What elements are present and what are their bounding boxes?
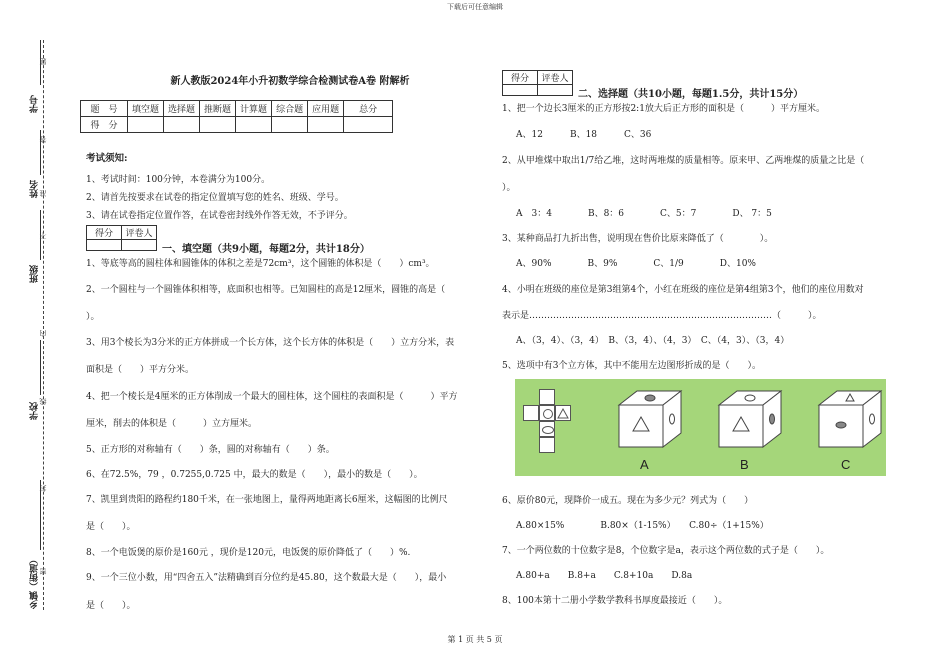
question-line: 8、100本第十二册小学数学教科书厚度最接近（ ）。 xyxy=(502,596,728,606)
option-line: A、12 B、18 C、36 xyxy=(516,130,652,140)
question-line: 5、正方形的对称轴有（ ）条，圆的对称轴有（ ）条。 xyxy=(86,445,335,455)
cut-mark: 题 xyxy=(39,58,47,65)
score-cell xyxy=(308,117,344,133)
section2-heading: 二、选择题（共10小题，每题1.5分，共计15分） xyxy=(578,89,804,100)
question-line: 9、一个三位小数，用“四舍五入”法精确到百分位约是45.80，这个数最大是（ ），最小 xyxy=(86,573,447,583)
question-line: 4、把一个棱长是4厘米的正方体削成一个最大的圆柱体，这个圆柱的表面积是（ ）平方 xyxy=(86,392,458,402)
grader-score-cell[interactable] xyxy=(503,85,538,96)
option-line: A、（3，4）、（3，4） B、（3，4）、（4，3） C、（4，3）、（3，4） xyxy=(516,336,790,346)
net-face xyxy=(523,405,539,421)
page-footer: 第 1 页 共 5 页 xyxy=(447,635,503,644)
notice-item: 1、考试时间：100分钟，本卷满分为100分。 xyxy=(86,175,271,185)
binding-label-student-id: 学号 xyxy=(30,95,40,113)
score-header: 应用题 xyxy=(308,101,344,117)
figure-label-a: A xyxy=(640,457,649,472)
score-cell xyxy=(200,117,236,133)
question-line: 6、在72.5%，79 ，0.7255,0.725 中，最大的数是（ ），最小的数是（ ）。 xyxy=(86,470,423,480)
figure-label-c: C xyxy=(841,457,851,472)
option-line: A 3：4 B、8：6 C、5：7 D、 7：5 xyxy=(516,209,772,219)
cut-mark: 不 xyxy=(39,232,47,239)
binding-label-name: 姓名 xyxy=(30,180,40,198)
score-cell xyxy=(272,117,308,133)
net-face-circle xyxy=(539,405,555,421)
score-table xyxy=(80,100,393,133)
binding-label-township: 乡镇（街道） xyxy=(30,555,40,609)
question-line: ）。 xyxy=(86,312,100,322)
question-line: 3、用3个棱长为3分米的正方体拼成一个长方体，这个长方体的体积是（ ）立方分米，表 xyxy=(86,338,455,348)
question-line: 1、把一个边长3厘米的正方形按2:1放大后正方形的面积是（ ）平方厘米。 xyxy=(502,104,825,114)
grader-box-section1 xyxy=(86,225,157,251)
question-line: 厘米，削去的体积是（ ）立方厘米。 xyxy=(86,419,258,429)
question-line: 表示是………………………………………………………………………（ ）。 xyxy=(502,311,822,321)
notice-item: 2、请首先按要求在试卷的指定位置填写您的姓名、班级、学号。 xyxy=(86,193,344,203)
binding-label-school: 学校 xyxy=(30,402,40,420)
triangle-icon xyxy=(556,406,570,420)
cut-mark: 答 xyxy=(39,136,47,143)
question-line: 1、等底等高的圆柱体和圆锥体的体积之差是72cm³，这个圆锥的体积是（ ）cm³。 xyxy=(86,259,435,269)
question-line: 6、原价80元，现降价一成五。现在为多少元？列式为（ ） xyxy=(502,496,754,506)
score-header: 综合题 xyxy=(272,101,308,117)
cut-mark: 封 xyxy=(39,485,47,492)
question-line: 5、选项中有3个立方体，其中不能用左边图形折成的是（ ）。 xyxy=(502,361,761,371)
score-header: 推断题 xyxy=(200,101,236,117)
question-line: 7、凯里到贵阳的路程约180千米，在一张地图上，量得两地距离长6厘米，这幅图的比例尺 xyxy=(86,495,448,505)
header-note: 下载后可任意编辑 xyxy=(447,3,503,11)
cut-mark: 准 xyxy=(39,190,47,197)
question-line: 面积是（ ）平方分米。 xyxy=(86,365,195,375)
score-cell xyxy=(164,117,200,133)
cut-mark: 内 xyxy=(39,330,47,337)
question-line: 是（ ）。 xyxy=(86,522,136,532)
grader-reviewer-cell[interactable] xyxy=(122,240,157,251)
score-cell xyxy=(236,117,272,133)
cut-mark: 密 xyxy=(39,568,47,575)
cube-c-icon xyxy=(815,387,885,451)
circle-icon xyxy=(543,409,553,419)
cube-net-figure xyxy=(515,379,886,476)
net-face-triangle xyxy=(555,405,571,421)
net-face xyxy=(539,389,555,405)
question-line: 3、某种商品打九折出售，说明现在售价比原来降低了（ ）。 xyxy=(502,234,774,244)
option-line: A、90% B、9% C、1/9 D、10% xyxy=(516,259,756,269)
question-line: 7、一个两位数的十位数字是8，个位数字是a，表示这个两位数的式子是（ ）。 xyxy=(502,546,830,556)
exam-title: 新人教版2024年小升初数学综合检测试卷A卷 附解析 xyxy=(170,76,410,87)
score-row-label: 得 分 xyxy=(81,117,128,133)
cube-b-icon xyxy=(715,387,785,451)
figure-label-b: B xyxy=(740,457,749,472)
cut-mark: 线 xyxy=(39,398,47,405)
cube-a-icon xyxy=(615,387,685,451)
grader-reviewer-label: 评卷人 xyxy=(122,226,157,240)
grader-reviewer-label: 评卷人 xyxy=(538,71,573,85)
score-header: 选择题 xyxy=(164,101,200,117)
grader-score-label: 得分 xyxy=(87,226,122,240)
question-line: 4、小明在班级的座位是第3组第4个，小红在班级的座位是第4组第3个，他们的座位用数对 xyxy=(502,285,864,295)
question-line: 8、一个电饭煲的原价是160元 ，现价是120元，电饭煲的原价降低了（ ）%. xyxy=(86,548,411,558)
grader-box-section2 xyxy=(502,70,573,96)
grader-score-label: 得分 xyxy=(503,71,538,85)
net-face xyxy=(539,437,555,453)
question-line: 2、从甲堆煤中取出1/7给乙堆，这时两堆煤的质量相等。原来甲、乙两堆煤的质量之比是（ xyxy=(502,156,865,166)
score-header: 题 号 xyxy=(81,101,128,117)
score-cell xyxy=(128,117,164,133)
question-line: 是（ ）。 xyxy=(86,601,136,611)
binding-blank-4 xyxy=(40,340,41,395)
notice-item: 3、请在试卷指定位置作答，在试卷密封线外作答无效，不予评分。 xyxy=(86,211,353,221)
grader-score-cell[interactable] xyxy=(87,240,122,251)
binding-dash-line xyxy=(43,40,44,610)
net-face-oval xyxy=(539,421,555,437)
oval-icon xyxy=(542,426,554,434)
option-line: A.80×15% B.80×（1-15%） C.80÷（1+15%） xyxy=(516,521,769,531)
section1-heading: 一、填空题（共9小题，每题2分，共计18分） xyxy=(162,244,370,255)
score-header: 计算题 xyxy=(236,101,272,117)
score-header: 总分 xyxy=(344,101,393,117)
question-line: ）。 xyxy=(502,183,516,193)
question-line: 2、一个圆柱与一个圆锥体积相等，底面积也相等。已知圆柱的高是12厘米，圆锥的高是（ xyxy=(86,285,446,295)
binding-label-class: 班级 xyxy=(30,265,40,283)
option-line: A.80+a B.8+a C.8+10a D.8a xyxy=(516,571,693,581)
score-cell xyxy=(344,117,393,133)
notice-heading: 考试须知: xyxy=(86,153,128,164)
score-header: 填空题 xyxy=(128,101,164,117)
grader-reviewer-cell[interactable] xyxy=(538,85,573,96)
